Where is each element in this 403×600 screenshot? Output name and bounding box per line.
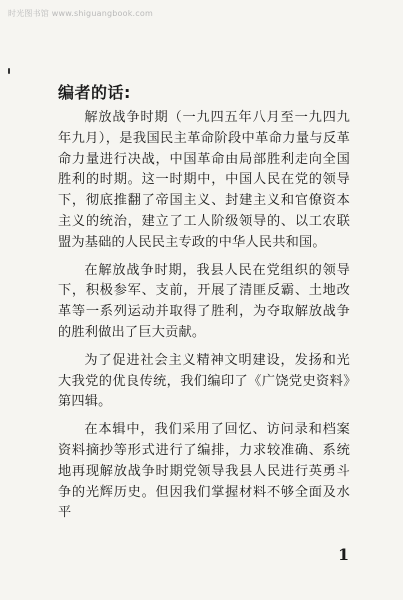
watermark-text: 时光图书馆 www.shiguangbook.com	[8, 9, 153, 18]
paragraph-3: 为了促进社会主义精神文明建设，发扬和光大我党的优良传统，我们编印了《广饶党史资料》第四辑。	[58, 352, 350, 410]
editor-note-heading: 编者的话:	[58, 83, 131, 102]
paragraph-4: 在本辑中，我们采用了回忆、访问录和档案资料摘抄等形式进行了编排，力求较准确、系统地再现解放战争时期党领导我县人民进行英勇斗争的光辉历史。但因我们掌握材料不够全面及水平	[58, 422, 350, 521]
paragraph-1: 解放战争时期（一九四五年八月至一九四九年九月），是我国民主革命阶段中革命力量与反革命力量进行决战，中国革命由局部胜利走向全国胜利的时期。这一时期中，中国人民在党的领导下，彻底推翻了帝国主义、封建主义和官僚资本主义的统治，建立了工人阶级领导的、以工农联盟为基础的人民民主专政的中华人民共和国。	[58, 110, 350, 250]
scan-speck	[8, 68, 10, 74]
page-number: 1	[338, 545, 350, 564]
paragraph-2: 在解放战争时期，我县人民在党组织的领导下，积极参军、支前，开展了清匪反霸、土地改革等一系列运动并取得了胜利，为夺取解放战争的胜利做出了巨大贡献。	[58, 262, 350, 340]
editor-note-body	[58, 108, 350, 531]
